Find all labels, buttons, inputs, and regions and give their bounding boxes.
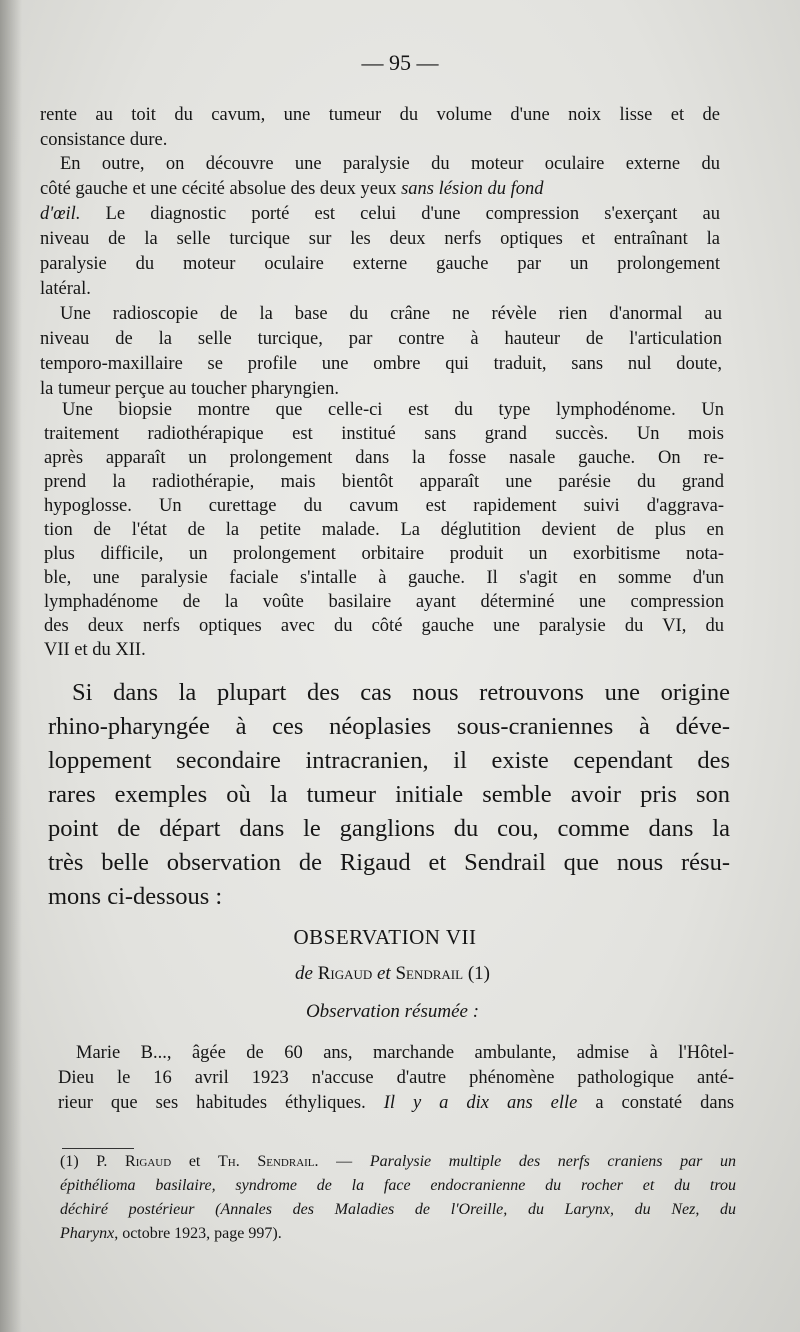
text-segment: rieur que ses habitudes éthyliques.: [58, 1093, 366, 1113]
footnote-author: Th. Sendrail.: [218, 1153, 319, 1170]
page-number: — 95 —: [361, 50, 439, 75]
text-line: très belle observation de Rigaud et Sendrail que nous résu-: [48, 849, 730, 876]
text-line: Une biopsie montre que celle-ci est du type lymphodénome. Un: [62, 400, 724, 420]
footnote-title: déchiré postérieur: [60, 1201, 195, 1218]
observation-authors: [0, 963, 785, 985]
author-name: Sendrail: [395, 963, 464, 984]
text-line: [58, 1091, 734, 1115]
text-line: Dieu le 16 avril 1923 n'accuse d'autre phénomène pathologique anté-: [58, 1068, 734, 1088]
footnote-dash: —: [336, 1153, 353, 1170]
footnote-citation: , octobre 1923, page 997).: [114, 1225, 282, 1242]
text-line: hypoglosse. Un curettage du cavum est rapidement suivi d'aggrava-: [44, 496, 724, 516]
page-edge-shadow: [0, 0, 22, 1332]
italic-phrase: Il y a dix ans elle: [383, 1093, 578, 1113]
authors-conjunction: et: [377, 963, 391, 984]
text-segment: a constaté dans: [595, 1093, 735, 1113]
text-line: point de départ dans le ganglions du cou, comme dans la: [48, 815, 730, 842]
text-line: consistance dure.: [40, 130, 168, 150]
text-line: prend la radiothérapie, mais bientôt apparaît une parésie du grand: [44, 472, 724, 492]
footnote-journal: Pharynx: [60, 1225, 115, 1242]
text-line: Si dans la plupart des cas nous retrouvons une origine: [72, 679, 730, 706]
footnote-reference: (1): [467, 963, 490, 984]
text-line: la tumeur perçue au toucher pharyngien.: [40, 379, 339, 399]
footnote-marker: (1): [60, 1153, 79, 1170]
authors-prefix: de: [295, 963, 313, 984]
italic-phrase: d'œil.: [40, 204, 81, 224]
footnote-line: épithélioma basilaire, syndrome de la face endocranienne du rocher et du trou: [60, 1177, 736, 1194]
footnote-line: [60, 1222, 282, 1246]
footnote-rule: [62, 1148, 134, 1149]
footnote-conjunction: et: [188, 1153, 201, 1170]
text-line: rares exemples où la tumeur initiale semble avoir pris son: [48, 781, 730, 808]
text-line: temporo-maxillaire se profile une ombre qui traduit, sans nul doute,: [40, 354, 722, 374]
text-line: lymphadénome de la voûte basilaire ayant déterminé une compression: [44, 592, 724, 612]
text-segment: Le diagnostic porté est celui d'une compression s'exerçant au: [105, 204, 721, 224]
text-line: VII et du XII.: [44, 640, 146, 660]
text-segment: côté gauche et une cécité absolue des deux yeux: [40, 179, 397, 199]
text-line: mons ci-dessous :: [48, 883, 223, 910]
text-line: des deux nerfs optiques avec du côté gauche une paralysie du VI, du: [44, 616, 724, 636]
text-line: latéral.: [40, 279, 91, 299]
text-line: Une radioscopie de la base du crâne ne révèle rien d'anormal au: [60, 304, 722, 324]
observation-title: OBSERVATION VII: [293, 925, 477, 949]
footnote-title: Paralysie multiple des nerfs craniens par un: [369, 1153, 737, 1170]
text-line: [40, 177, 543, 201]
text-line: paralysie du moteur oculaire externe gauche par un prolongement: [40, 254, 720, 274]
text-line: En outre, on découvre une paralysie du moteur oculaire externe du: [60, 154, 720, 174]
italic-phrase: sans lésion du fond: [401, 179, 544, 199]
footnote-journal: (Annales des Maladies de l'Oreille, du Larynx, du Nez, du: [215, 1201, 737, 1218]
observation-subtitle: Observation résumée :: [305, 1001, 480, 1022]
text-line: plus difficile, un prolongement orbitaire produit un exorbitisme nota-: [44, 544, 724, 564]
text-line: niveau de la selle turcique sur les deux nerfs optiques et entraînant la: [40, 229, 720, 249]
text-line: [40, 202, 720, 226]
text-line: ble, une paralysie faciale s'intalle à gauche. Il s'agit en somme d'un: [44, 568, 724, 588]
text-line: rente au toit du cavum, une tumeur du volume d'une noix lisse et de: [40, 105, 720, 125]
text-line: Marie B..., âgée de 60 ans, marchande ambulante, admise à l'Hôtel-: [76, 1043, 734, 1063]
text-line: niveau de la selle turcique, par contre à hauteur de l'articulation: [40, 329, 722, 349]
text-line: après apparaît un prolongement dans la fosse nasale gauche. On re-: [44, 448, 724, 468]
author-name: Rigaud: [317, 963, 373, 984]
footnote-line: [60, 1150, 736, 1174]
text-line: rhino-pharyngée à ces néoplasies sous-craniennes à déve-: [48, 713, 730, 740]
text-line: tion de l'état de la petite malade. La déglutition devient de plus en: [44, 520, 724, 540]
footnote-line: [60, 1198, 736, 1222]
text-line: loppement secondaire intracranien, il existe cependant des: [48, 747, 730, 774]
text-line: traitement radiothérapique est institué sans grand succès. Un mois: [44, 424, 724, 444]
footnote-author: P. Rigaud: [96, 1153, 172, 1170]
